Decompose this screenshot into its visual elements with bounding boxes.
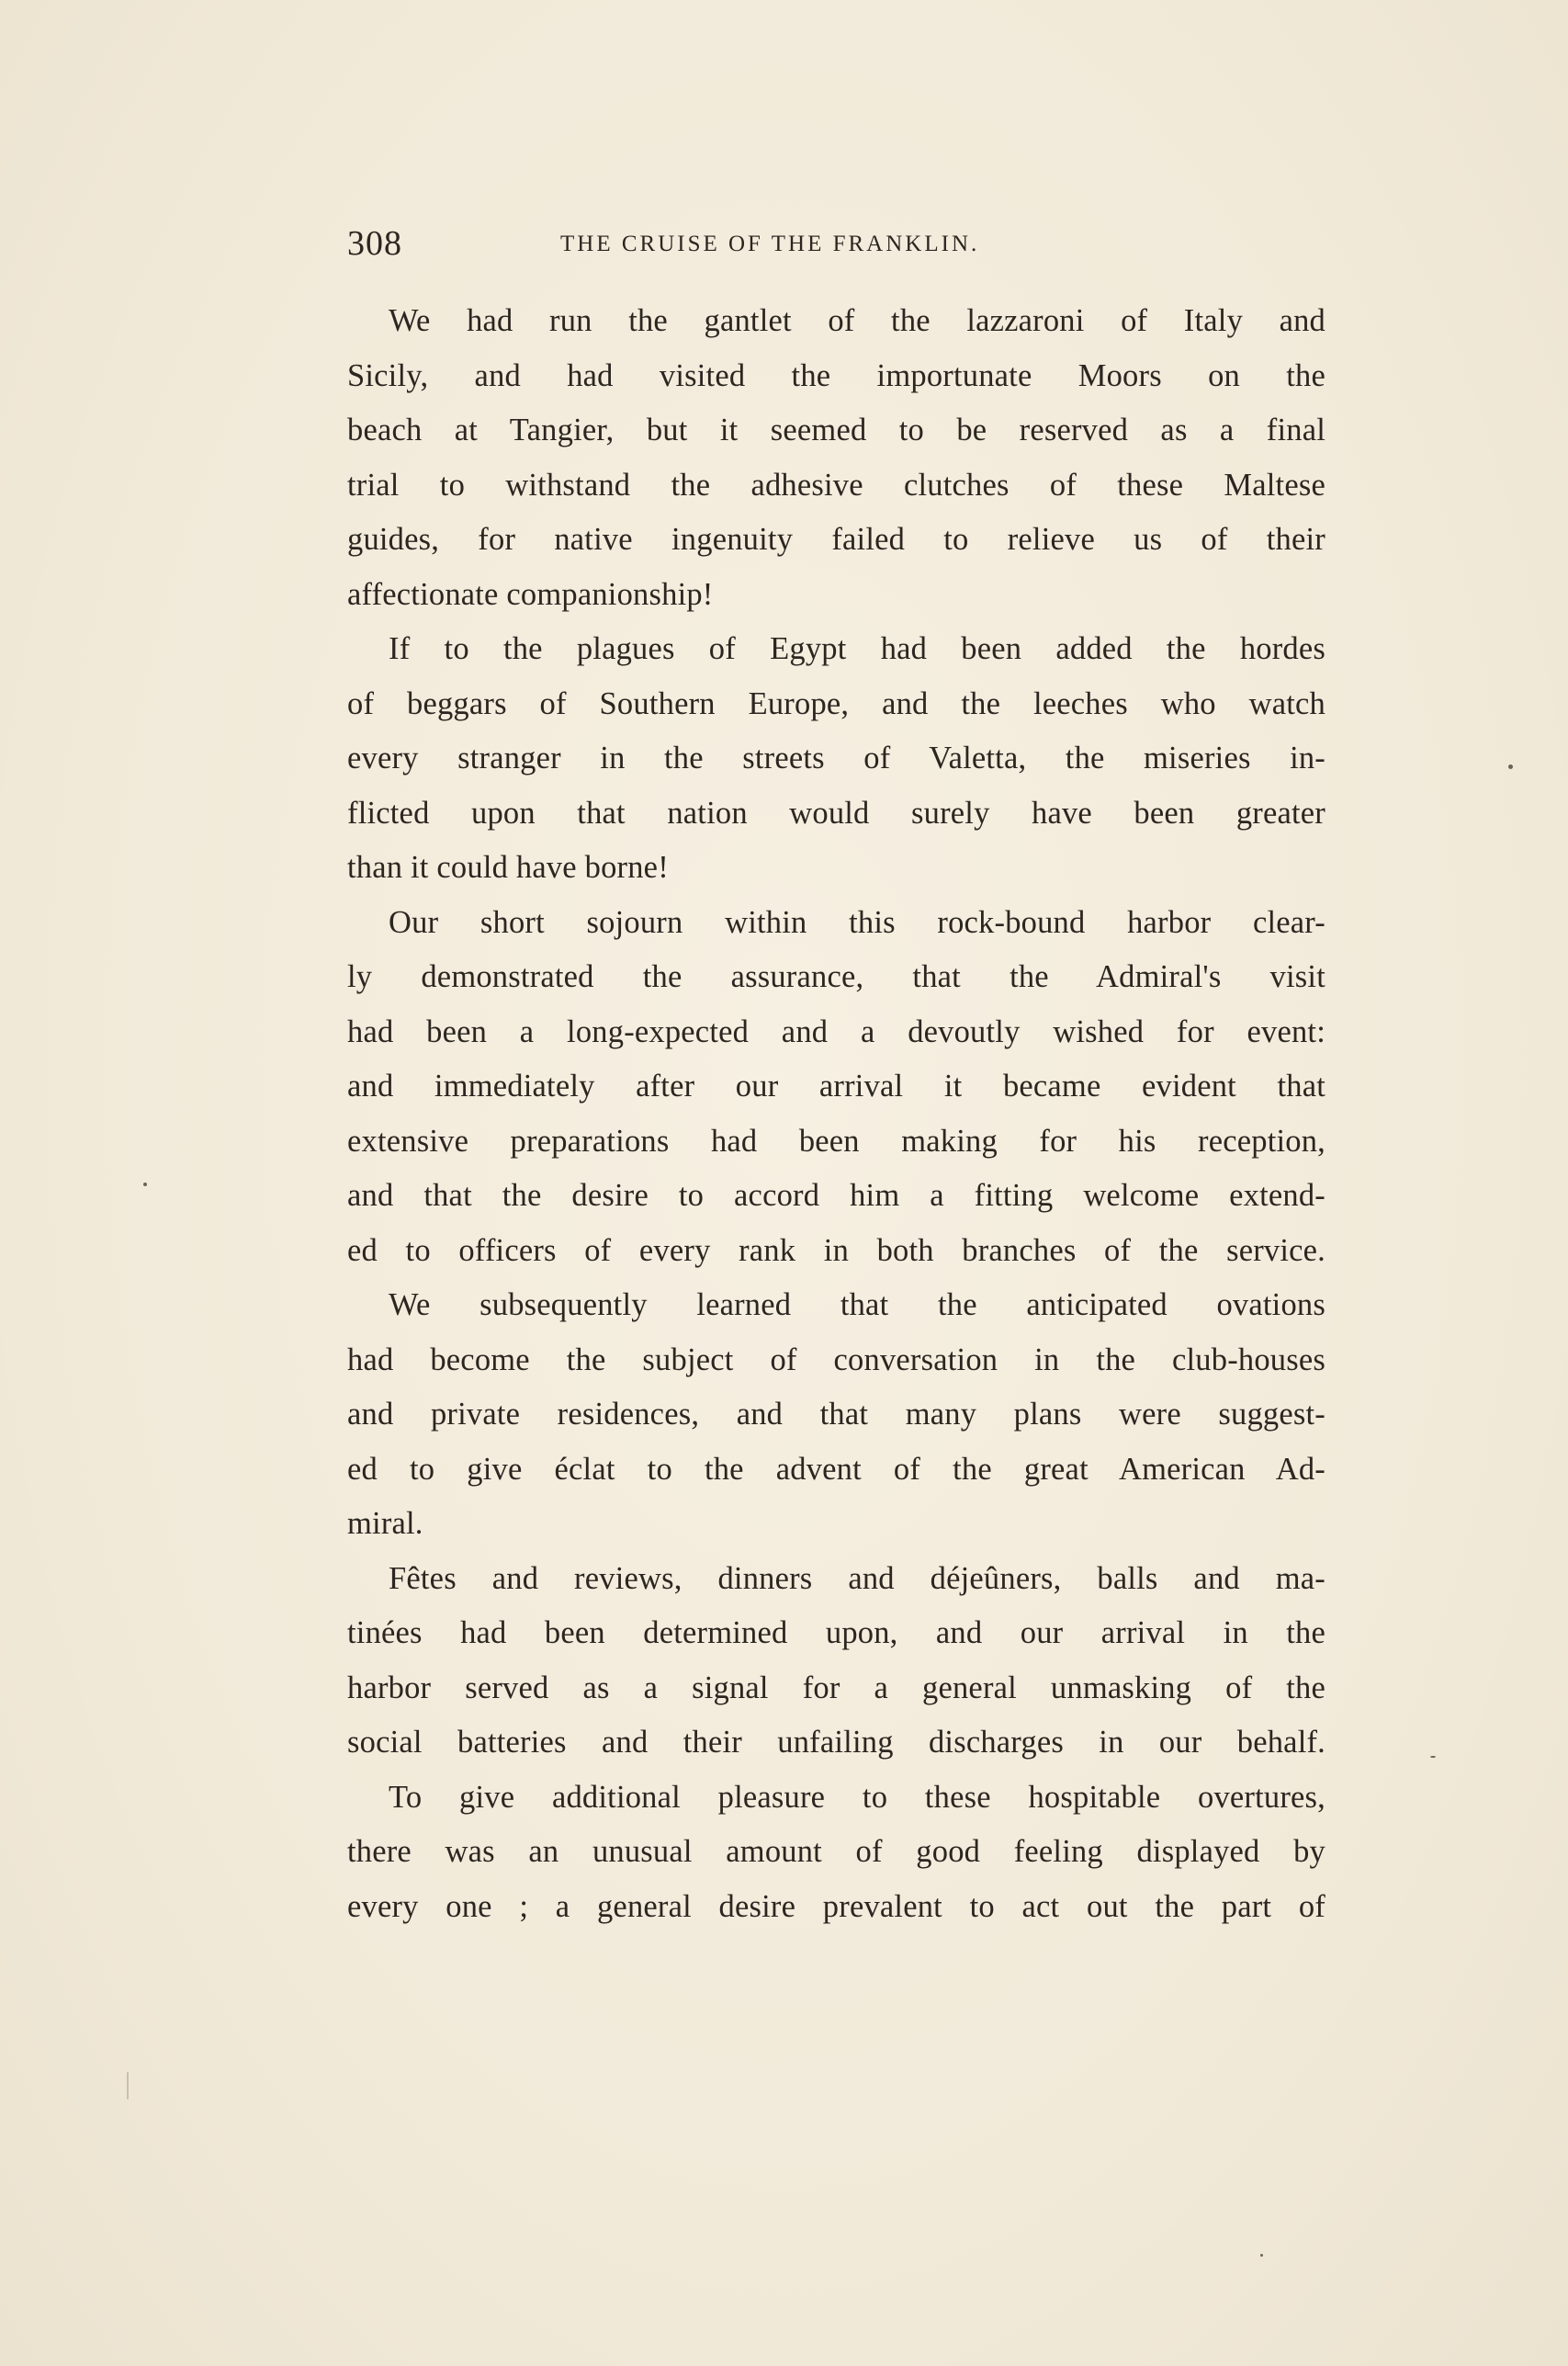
text-line: ed to give éclat to the advent of the great American Ad- [347, 1451, 1325, 1487]
text-line: We subsequently learned that the anticipated ovations [389, 1287, 1325, 1322]
text-line: trial to withstand the adhesive clutches of these Maltese [347, 467, 1325, 503]
paper-speck [127, 2072, 129, 2100]
text-line: ed to officers of every rank in both branches of the service. [347, 1232, 1325, 1268]
text-line: every stranger in the streets of Valetta, the miseries in- [347, 741, 1325, 775]
text-line: To give additional pleasure to these hospitable overtures, [389, 1779, 1325, 1815]
text-line: every one ; a general desire prevalent to act out the part of [347, 1888, 1325, 1924]
text-line: Sicily, and had visited the importunate Moors on the [347, 357, 1325, 393]
text-line: tinées had been determined upon, and our arrival in the [347, 1615, 1325, 1650]
text-line: had become the subject of conversation in the club-houses [347, 1341, 1325, 1377]
text-line: beach at Tangier, but it seemed to be reserved as a final [347, 413, 1325, 447]
paper-speck [1430, 1756, 1436, 1758]
text-line: extensive preparations had been making for his reception, [347, 1123, 1325, 1159]
text-line: and that the desire to accord him a fitting welcome extend- [347, 1178, 1325, 1213]
page-number: 308 [347, 224, 402, 263]
body-text [347, 294, 1325, 1934]
paper-speck [1508, 764, 1513, 769]
text-line: guides, for native ingenuity failed to relieve us of their [347, 522, 1325, 557]
text-line: had been a long-expected and a devoutly wished for event: [347, 1013, 1325, 1049]
paper-speck [143, 1183, 147, 1186]
text-line: affectionate companionship! [347, 576, 714, 612]
text-line: and immediately after our arrival it became evident that [347, 1069, 1325, 1104]
text-line: ly demonstrated the assurance, that the Admiral's visit [347, 959, 1325, 994]
text-line: harbor served as a signal for a general unmasking of the [347, 1670, 1325, 1705]
page-header [347, 223, 1321, 267]
text-line: there was an unusual amount of good feeling displayed by [347, 1834, 1325, 1869]
text-line: social batteries and their unfailing discharges in our behalf. [347, 1725, 1325, 1760]
text-line: miral. [347, 1506, 423, 1541]
text-line: than it could have borne! [347, 850, 669, 885]
text-line: If to the plagues of Egypt had been added the hordes [389, 631, 1325, 666]
text-line: of beggars of Southern Europe, and the leeches who watch [347, 685, 1325, 721]
running-title: THE CRUISE OF THE FRANKLIN. [560, 232, 980, 256]
text-line: flicted upon that nation would surely have been greater [347, 795, 1325, 831]
text-line: Our short sojourn within this rock-bound harbor clear- [389, 904, 1325, 940]
paper-speck [1260, 2254, 1263, 2257]
text-line: and private residences, and that many plans were suggest- [347, 1397, 1325, 1432]
text-line: We had run the gantlet of the lazzaroni of Italy and [389, 303, 1325, 338]
text-line: Fêtes and reviews, dinners and déjeûners, balls and ma- [389, 1560, 1325, 1596]
